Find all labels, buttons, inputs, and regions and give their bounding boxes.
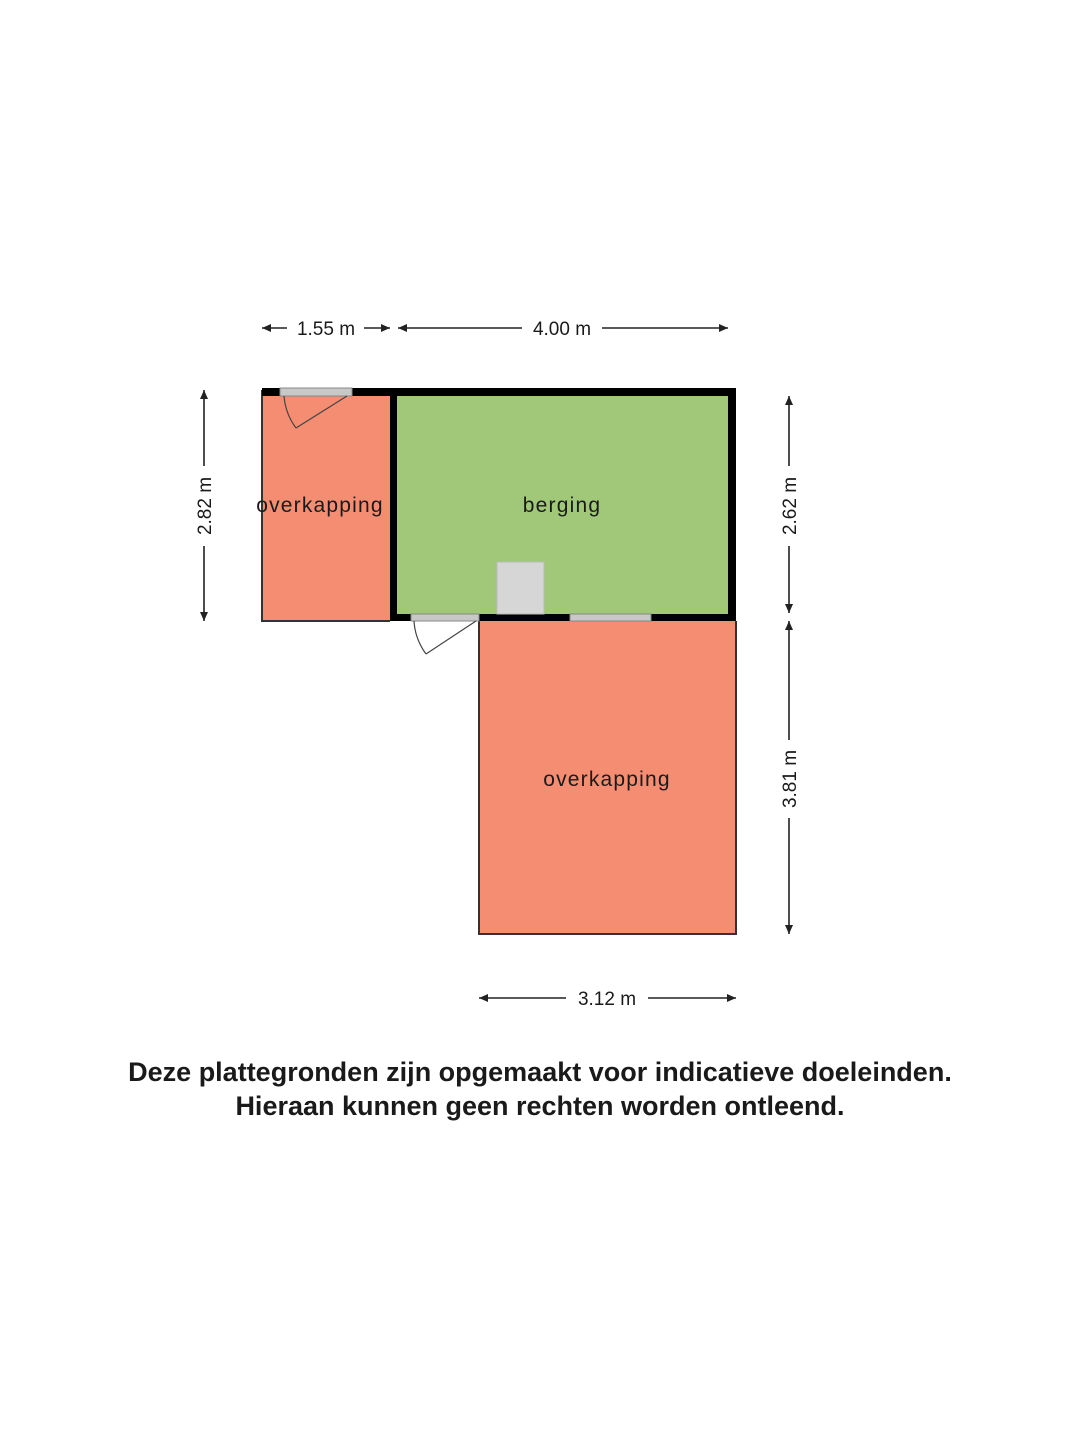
dim-label-bottom: 3.12 m (577, 989, 637, 1010)
disclaimer-line-2: Hieraan kunnen geen rechten worden ontleend. (235, 1091, 845, 1121)
disclaimer-line-1: Deze plattegronden zijn opgemaakt voor indicatieve doeleinden. (128, 1057, 952, 1087)
dim-label-top-right: 4.00 m (532, 319, 592, 340)
window-opening-bottom (570, 614, 651, 621)
room-label-overkapping-bottom: overkapping (543, 768, 671, 791)
door-opening-left (280, 388, 352, 396)
dim-label-left: 2.82 m (195, 476, 216, 536)
dim-label-top-left: 1.55 m (296, 319, 356, 340)
stair-block (497, 562, 544, 614)
door-opening-berging (411, 614, 479, 621)
overkapping-left-top-wall (262, 388, 390, 396)
door-swing-berging (414, 621, 476, 654)
dim-label-right-upper: 2.62 m (780, 476, 801, 536)
room-label-berging: berging (522, 494, 602, 517)
room-label-overkapping-left: overkapping (256, 494, 384, 517)
dim-label-right-lower: 3.81 m (780, 749, 801, 809)
